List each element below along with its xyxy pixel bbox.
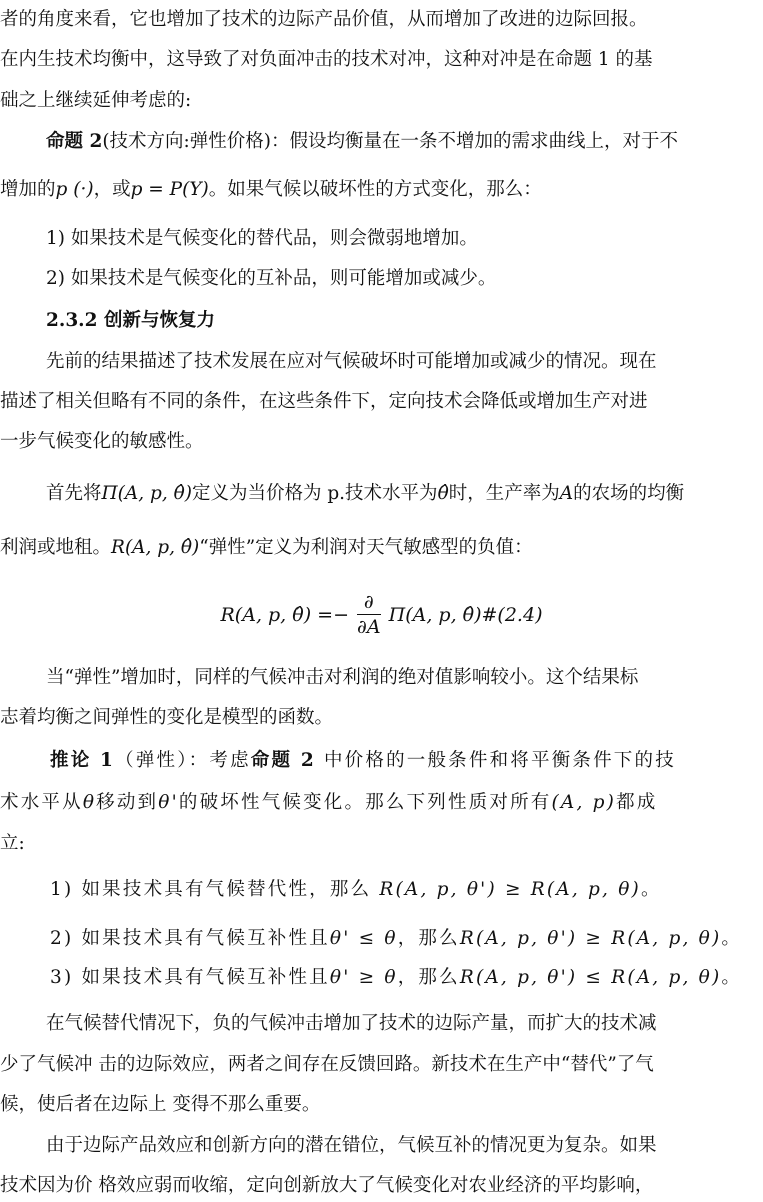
text: ，或	[93, 179, 131, 200]
math-inline: Π(A, p, θ̂)	[101, 483, 192, 504]
text: 。	[721, 967, 743, 988]
text: 定义为当价格为 p.技术水平为	[191, 483, 438, 504]
corollary-title: 推论 1	[50, 750, 116, 771]
list-item: 1) 如果技术是气候变化的替代品，则会微弱地增加。	[46, 228, 478, 249]
paragraph-line: 技术因为价 格效应弱而收缩，定向创新放大了气候变化对农业经济的平均影响，	[0, 1175, 654, 1196]
text: 。如果气候以破坏性的方式变化，那么：	[208, 179, 542, 200]
math-inline: R(A, p, θ') ≥ R(A, p, θ)	[379, 879, 641, 900]
text: 都成	[616, 792, 658, 813]
proposition-title: 命题 2	[46, 131, 103, 152]
text: 。	[640, 879, 662, 900]
paragraph-line: 在气候替代情况下，负的气候冲击增加了技术的边际产量，而扩大的技术减	[46, 1013, 657, 1034]
paragraph-line	[0, 536, 533, 560]
math-inline: R(A, p, θ') ≤ R(A, p, θ)	[459, 967, 722, 988]
math-inline: A	[559, 483, 574, 504]
proposition-reference: 命题 2	[250, 750, 316, 771]
text: 。	[721, 928, 743, 949]
text: （弹性）：考虑	[115, 750, 251, 771]
paragraph-line: 描述了相关但略有不同的条件，在这些条件下，定向技术会降低或增加生产对进	[0, 391, 648, 412]
math-inline: θ' ≤ θ	[329, 928, 398, 949]
paragraph-line: 在内生技术均衡中，这导致了对负面冲击的技术对冲，这种对冲是在命题 1 的基	[0, 49, 653, 70]
paragraph-line: 少了气候冲 击的边际效应，两者之间存在反馈回路。新技术在生产中“替代”了气	[0, 1054, 654, 1075]
condition-3	[50, 966, 742, 990]
paragraph-line: 志着均衡之间弹性的变化是模型的函数。	[0, 707, 334, 728]
math-inline: (A, p)	[551, 792, 617, 813]
text: 移动到	[96, 792, 159, 813]
paragraph-line: 一步气候变化的敏感性。	[0, 431, 204, 452]
equation-rhs: Π(A, p, θ̂)#(2.4)	[388, 603, 543, 626]
equation-2-4	[0, 590, 763, 639]
math-inline: p (·)	[55, 179, 94, 200]
text: 的破坏性气候变化。那么下列性质对所有	[178, 792, 552, 813]
text: 3) 如果技术具有气候互补性且	[50, 967, 330, 988]
text: 首先将	[46, 483, 102, 504]
text: ，那么	[397, 928, 460, 949]
text: 术水平从	[0, 792, 83, 813]
text: 利润或地租。	[0, 537, 112, 558]
fraction-numerator: ∂	[357, 590, 381, 615]
paragraph-line: 先前的结果描述了技术发展在应对气候破坏时可能增加或减少的情况。现在	[46, 351, 657, 372]
paragraph-line: 础之上继续延伸考虑的:	[0, 90, 192, 111]
corollary-1	[50, 749, 676, 773]
paragraph-line	[0, 178, 542, 202]
paragraph-line: 立:	[0, 833, 25, 854]
paragraph-line: 当“弹性”增加时，同样的气候冲击对利润的绝对值影响较小。这个结果标	[46, 667, 639, 688]
condition-1	[50, 878, 662, 902]
condition-2	[50, 927, 742, 951]
text: 1) 如果技术具有气候替代性，那么	[50, 879, 380, 900]
equation-lhs: R(A, p, θ̂) =−	[220, 603, 349, 626]
paragraph-line	[0, 791, 658, 815]
text: 2) 如果技术具有气候互补性且	[50, 928, 330, 949]
paragraph-line	[46, 482, 684, 506]
math-inline: θ'	[158, 792, 179, 813]
text: ，那么	[397, 967, 460, 988]
text: 时，生产率为	[448, 483, 560, 504]
text: 增加的	[0, 179, 56, 200]
paragraph-line: 由于边际产品效应和创新方向的潜在错位，气候互补的情况更为复杂。如果	[46, 1135, 657, 1156]
math-inline: R(A, p, θ') ≥ R(A, p, θ)	[459, 928, 722, 949]
math-inline: p = P(Y)	[130, 179, 209, 200]
text: “弹性”定义为利润对天气敏感型的负值：	[199, 537, 533, 558]
section-heading: 2.3.2 创新与恢复力	[46, 310, 215, 331]
math-inline: θ' ≥ θ	[329, 967, 398, 988]
paragraph-line: 者的角度来看，它也增加了技术的边际产品价值，从而增加了改进的边际回报。	[0, 9, 648, 30]
text: 的农场的均衡	[573, 483, 685, 504]
text: 中价格的一般条件和将平衡条件下的技	[315, 750, 676, 771]
list-item: 2) 如果技术是气候变化的互补品，则可能增加或减少。	[46, 268, 497, 289]
fraction	[357, 590, 381, 639]
math-inline: θ̂	[437, 483, 449, 504]
math-inline: R(A, p, θ̂)	[111, 537, 200, 558]
math-inline: θ	[82, 792, 97, 813]
paragraph-line: 候，使后者在边际上 变得不那么重要。	[0, 1094, 321, 1115]
proposition-text: (技术方向:弹性价格)：假设均衡量在一条不增加的需求曲线上，对于不	[102, 131, 678, 152]
proposition-2	[46, 130, 678, 154]
fraction-denominator: ∂A	[357, 616, 381, 638]
